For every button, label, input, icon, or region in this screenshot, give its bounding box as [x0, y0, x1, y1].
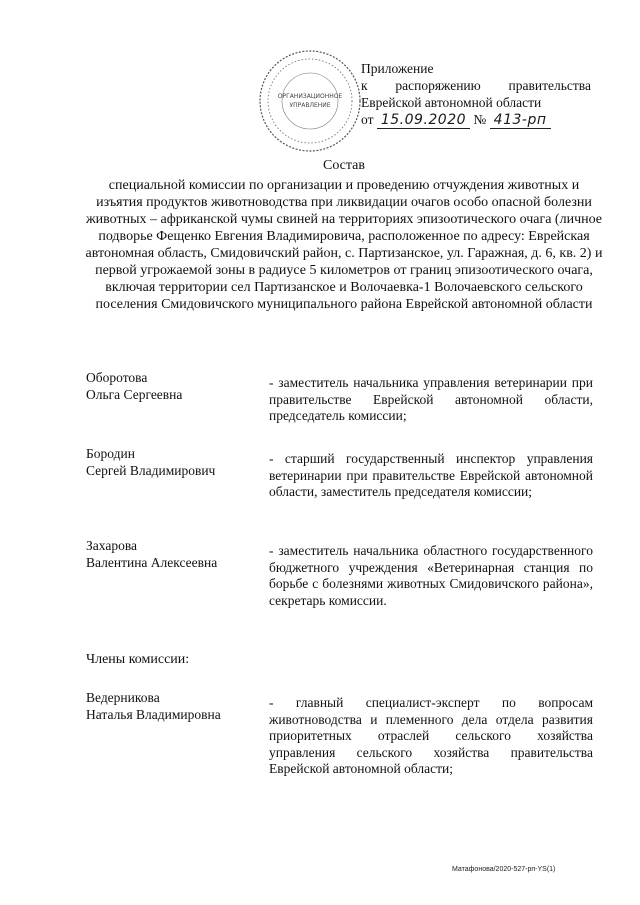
member-role: - заместитель начальника областного государственного бюджетного учреждения «Ветеринарная станция по борьбе с болезнями животных Смидовичского района», секретарь комиссии.	[269, 543, 593, 608]
member-role: - главный специалист-эксперт по вопросам животноводства и племенного дела отдела развития приоритетных отраслей сельского хозяйства управления сельского хозяйства правительства Еврейской автономной области;	[269, 695, 593, 776]
member-name	[86, 446, 261, 479]
handwritten-number: 413-рп	[490, 112, 551, 129]
date-prefix: от	[361, 112, 374, 127]
member-surname: Ведерникова	[86, 690, 160, 705]
members-heading: Члены комиссии:	[86, 652, 190, 667]
member-role: - заместитель начальника управления ветеринарии при правительстве Еврейской автономной области, председатель комиссии;	[269, 375, 593, 423]
appendix-authority: Еврейской автономной области	[361, 95, 542, 110]
appendix-date-number	[361, 111, 591, 129]
member-role: - старший государственный инспектор управления ветеринарии при правительстве Еврейской автономной области, заместитель председателя комиссии;	[269, 451, 593, 499]
member-given-names: Ольга Сергеевна	[86, 386, 183, 402]
handwritten-date: 15.09.2020	[377, 112, 470, 129]
member-given-names: Наталья Владимировна	[86, 706, 221, 722]
appendix-title: Приложение	[361, 61, 434, 76]
number-prefix: №	[473, 112, 487, 127]
member-name	[86, 370, 261, 403]
stamp-line-1: ОРГАНИЗАЦИОННОЕ	[277, 93, 343, 100]
title-heading: Состав	[322, 158, 365, 173]
member-surname: Бородин	[86, 446, 135, 461]
official-stamp	[255, 46, 365, 156]
appendix-order-ref: к распоряжению правительства	[361, 78, 591, 93]
member-name	[86, 690, 261, 723]
member-given-names: Сергей Владимирович	[86, 462, 216, 478]
appendix-block	[361, 60, 591, 129]
member-given-names: Валентина Алексеевна	[86, 554, 218, 570]
document-footer-code: Матафонова/2020-527-рп-YS(1)	[452, 866, 556, 873]
stamp-line-2: УПРАВЛЕНИЕ	[289, 102, 331, 109]
member-surname: Захарова	[86, 538, 138, 553]
title-body: специальной комиссии по организации и проведению отчуждения животных и изъятия продуктов животноводства при ликвидации очагов особо опасной болезни животных – африканской чумы свиней на территориях эпизоотического очага (личное подворье Фещенко Евгения Владимировича, расположенное по адресу: Еврейская автономная область, Смидовичский район, с. Партизанское, ул. Гаражная, д. 6, кв. 2) и первой угрожаемой зоны в радиусе 5 километров от границ эпизоотического очага, включая территории сел Партизанское и Волочаевка-1 Волочаевского сельского поселения Смидовичского муниципального района Еврейской автономной области	[85, 178, 603, 312]
document-title	[84, 157, 604, 313]
member-surname: Оборотова	[86, 370, 148, 385]
member-name	[86, 538, 261, 571]
